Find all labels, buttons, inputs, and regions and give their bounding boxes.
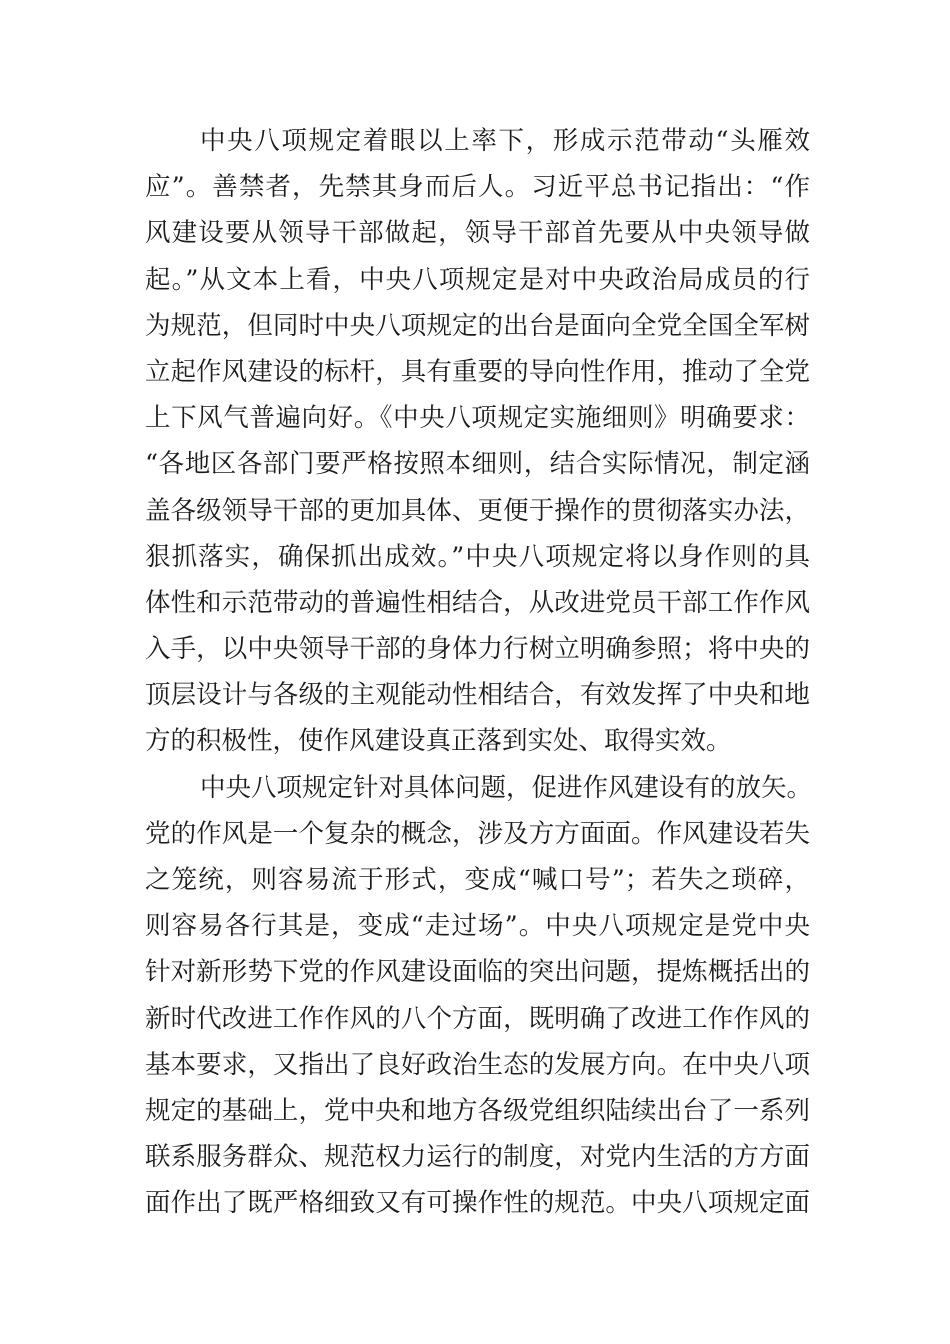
paragraph-1-line-9: 盖各级领导干部的更加具体、更便于操作的贯彻落实办法， — [145, 495, 810, 526]
paragraph-2-line-1: 中央八项规定针对具体问题，促进作风建设有的放矢。 — [200, 772, 813, 803]
paragraph-2-line-5: 针对新形势下党的作风建设面临的突出问题，提炼概括出的 — [145, 957, 810, 988]
paragraph-2-line-2: 党的作风是一个复杂的概念，涉及方方面面。作风建设若失 — [145, 818, 810, 849]
paragraph-2-line-3: 之笼统，则容易流于形式，变成“喊口号”；若失之琐碎， — [145, 865, 810, 895]
paragraph-1-line-8: “各地区各部门要严格按照本细则，结合实际情况，制定涵 — [145, 449, 810, 480]
body-text — [145, 118, 813, 1227]
paragraph-2-line-8: 规定的基础上，党中央和地方各级党组织陆续出台了一系列 — [145, 1095, 810, 1126]
paragraph-1-line-4: 起。”从文本上看，中央八项规定是对中央政治局成员的行 — [145, 264, 810, 295]
paragraph-2-line-4: 则容易各行其是，变成“走过场”。中央八项规定是党中央 — [145, 911, 810, 942]
paragraph-1-line-14: 方的积极性，使作风建设真正落到实处、取得实效。 — [145, 726, 732, 757]
paragraph-2-line-7: 基本要求，又指出了良好政治生态的发展方向。在中央八项 — [145, 1049, 810, 1080]
paragraph-2-line-9: 联系服务群众、规范权力运行的制度，对党内生活的方方面 — [145, 1142, 810, 1173]
paragraph-2-line-10: 面作出了既严格细致又有可操作性的规范。中央八项规定面 — [145, 1188, 810, 1219]
paragraph-1-line-12: 入手，以中央领导干部的身体力行树立明确参照；将中央的 — [145, 634, 810, 665]
paragraph-1-line-2: 应”。善禁者，先禁其身而后人。习近平总书记指出：“作 — [145, 172, 810, 203]
paragraph-1-line-11: 体性和示范带动的普遍性相结合，从改进党员干部工作作风 — [145, 587, 810, 618]
paragraph-1-line-13: 顶层设计与各级的主观能动性相结合，有效发挥了中央和地 — [145, 680, 810, 711]
paragraph-2-line-6: 新时代改进工作作风的八个方面，既明确了改进工作作风的 — [145, 1003, 810, 1034]
paragraph-1-line-1: 中央八项规定着眼以上率下，形成示范带动“头雁效 — [200, 126, 810, 156]
paragraph-1-line-6: 立起作风建设的标杆，具有重要的导向性作用，推动了全党 — [145, 356, 810, 387]
paragraph-1-line-5: 为规范，但同时中央八项规定的出台是面向全党全国全军树 — [145, 310, 810, 341]
paragraph-1-line-3: 风建设要从领导干部做起，领导干部首先要从中央领导做 — [145, 218, 810, 249]
paragraph-1-line-7: 上下风气普遍向好。《中央八项规定实施细则》明确要求： — [145, 403, 810, 434]
paragraph-1-line-10: 狠抓落实，确保抓出成效。”中央八项规定将以身作则的具 — [145, 541, 810, 572]
